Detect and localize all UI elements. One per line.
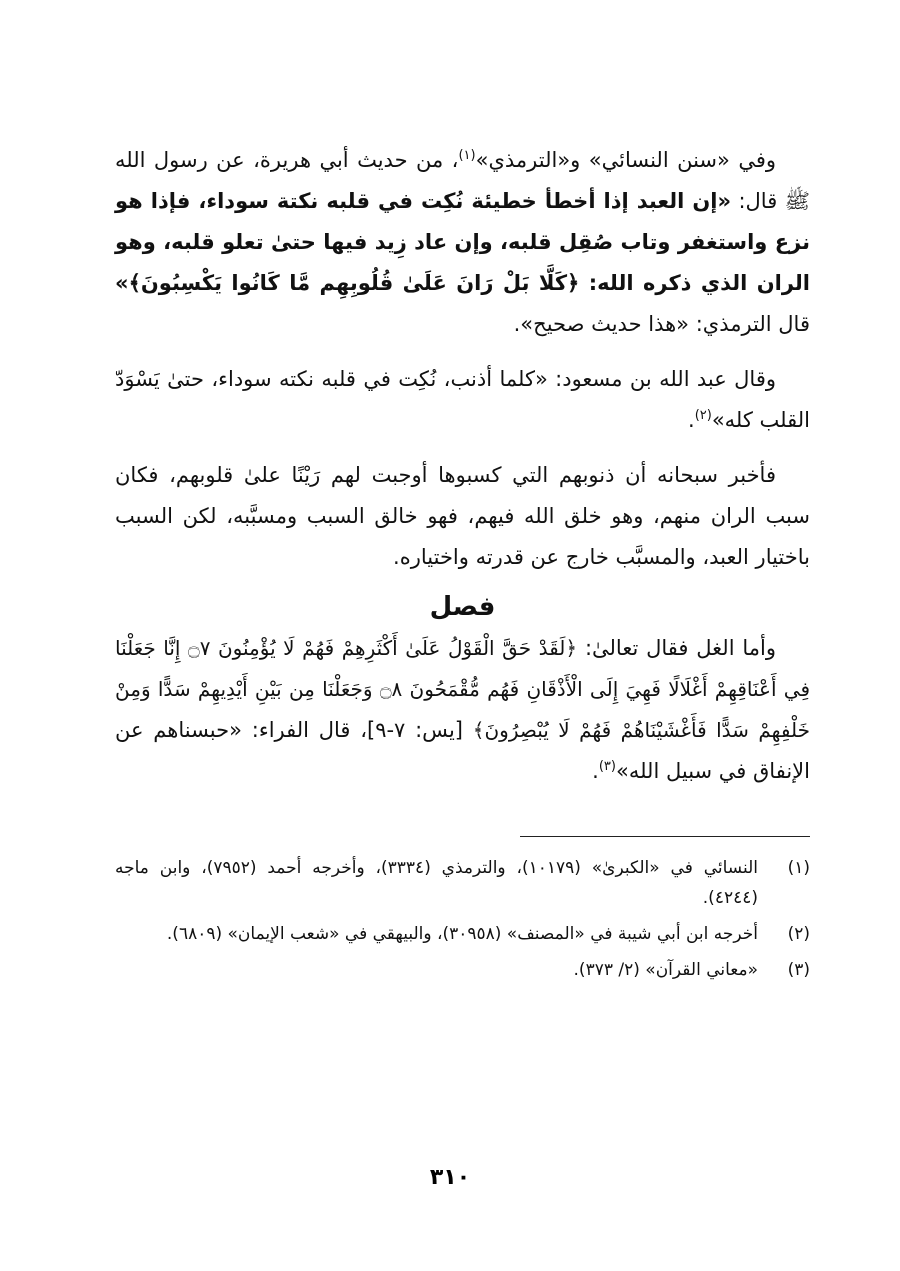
farra-quote: [يس: ٧-٩]، قال الفراء: «حبسناهم عن الإنفاق في سبيل الله» [115, 718, 810, 783]
paragraph-ibn-masud [115, 359, 810, 441]
footnote-number: (٣) [787, 960, 810, 980]
footnote-text: «معاني القرآن» (٢/ ٣٧٣). [573, 960, 758, 980]
footnote-ref-1[interactable]: (١) [458, 148, 476, 163]
ghull-intro: وأما الغل فقال تعالىٰ: [577, 636, 776, 660]
tirmidhi-grading: قال الترمذي: «هذا حديث صحيح». [513, 312, 810, 336]
hadith-text: «إن العبد إذا أخطأ خطيئة نُكِت في قلبه نكتة سوداء، فإذا هو نزع واستغفر وتاب صُقِل قلبه، وإن عاد زِيد فيها حتىٰ تعلو قلبه، وهو الران الذي ذكره الله: ﴿كَلَّا بَلْ رَانَ عَلَىٰ قُلُوبِهِم مَّا كَانُوا يَكْسِبُونَ﴾» [115, 189, 810, 295]
footnote-2 [115, 919, 810, 949]
ibn-masud-text: وقال عبد الله بن مسعود: «كلما أذنب، نُكِت في قلبه نكته سوداء، حتىٰ يَسْوَدّ القلب كله» [115, 367, 810, 432]
page-body [115, 140, 810, 991]
footnote-ref-3[interactable]: (٣) [598, 759, 616, 774]
ghull-end: . [592, 759, 599, 783]
footnote-3 [115, 955, 810, 985]
footnote-number: (٢) [787, 924, 810, 944]
footnote-1 [115, 853, 810, 913]
page-number: ٣١٠ [429, 1165, 471, 1190]
paragraph-ghull [115, 628, 810, 792]
footnote-ref-2[interactable]: (٢) [694, 408, 712, 423]
explanation-text: فأخبر سبحانه أن ذنوبهم التي كسبوها أوجبت لهم رَيْنًا علىٰ قلوبهم، فكان سبب الران منهم، وهو خلق الله فيهم، فهو خالق السبب ومسبَّبه، لكن السبب باختيار العبد، والمسبَّب خارج عن قدرته واختياره. [115, 463, 810, 569]
paragraph-explanation [115, 455, 810, 578]
footnote-text: أخرجه ابن أبي شيبة في «المصنف» (٣٠٩٥٨)، والبيهقي في «شعب الإيمان» (٦٨٠٩). [166, 924, 758, 944]
paragraph-hadith [115, 140, 810, 345]
footnote-number: (١) [787, 858, 810, 878]
section-heading: فصل [429, 592, 496, 622]
hadith-chain: ، من حديث أبي هريرة، عن رسول الله ﷺ قال: [115, 148, 810, 213]
ibn-masud-end: . [688, 408, 695, 432]
hadith-intro: وفي «سنن النسائي» و«الترمذي» [475, 148, 776, 172]
quran-verse-yasin: ﴿لَقَدْ حَقَّ الْقَوْلُ عَلَىٰ أَكْثَرِهِمْ فَهُمْ لَا يُؤْمِنُونَ ۝٧ إِنَّا جَعَلْنَا فِي أَعْنَاقِهِمْ أَغْلَالًا فَهِيَ إِلَى الْأَذْقَانِ فَهُم مُّقْمَحُونَ ۝٨ وَجَعَلْنَا مِن بَيْنِ أَيْدِيهِمْ سَدًّا وَمِنْ خَلْفِهِمْ سَدًّا فَأَغْشَيْنَاهُمْ فَهُمْ لَا يُبْصِرُونَ﴾ [115, 636, 811, 742]
footnote-text: النسائي في «الكبرىٰ» (١٠١٧٩)، والترمذي (٣٣٣٤)، وأخرجه أحمد (٧٩٥٢)، وابن ماجه (٤٢٤٤). [115, 858, 758, 908]
footnote-divider [520, 836, 810, 837]
